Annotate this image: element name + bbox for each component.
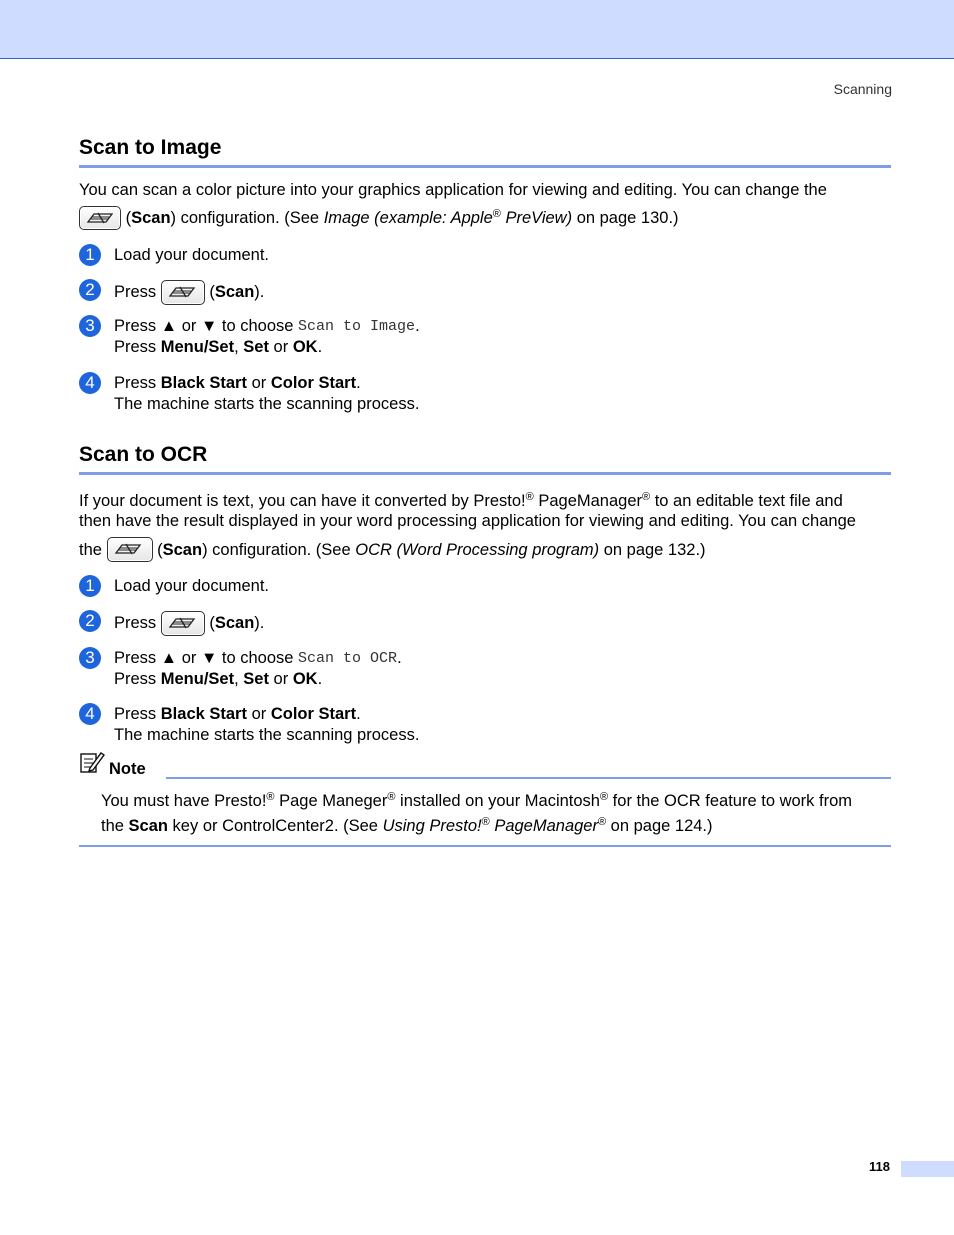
step-text: The machine starts the scanning process.	[114, 726, 420, 744]
up-arrow-icon: ▲	[160, 649, 178, 667]
note-rule	[166, 777, 891, 779]
running-head: Scanning	[833, 81, 892, 97]
step-1	[79, 576, 891, 598]
step-1	[79, 245, 891, 267]
note-label: Note	[109, 760, 146, 778]
scan-key-icon	[79, 206, 121, 230]
lcd-option: Scan to OCR	[298, 650, 398, 667]
page-number-tab	[901, 1161, 954, 1177]
scan-key-icon	[161, 611, 205, 636]
step-3: 3 Press ▲ or ▼ to choose Scan to OCR . Press Menu/Set , Set or OK .	[79, 648, 891, 690]
note-header	[79, 757, 891, 779]
step-number-badge: 4	[79, 703, 101, 725]
step-number-badge: 1	[79, 244, 101, 266]
step-number-badge: 1	[79, 575, 101, 597]
page-number: 118	[869, 1159, 890, 1174]
down-arrow-icon: ▼	[200, 649, 218, 667]
down-arrow-icon: ▼	[200, 317, 218, 335]
note-bottom-rule	[79, 845, 891, 847]
section-title-scan-to-ocr: Scan to OCR	[79, 443, 891, 475]
step-text: Load your document.	[114, 246, 270, 264]
scan-key-icon	[161, 280, 205, 305]
intro-line: You can scan a color picture into your graphics application for viewing and editing. You can change the	[79, 181, 827, 199]
top-header-band	[0, 0, 954, 59]
step-number-badge: 2	[79, 279, 101, 301]
step-2: 2 Press ( Scan ).	[79, 280, 891, 305]
step-text: The machine starts the scanning process.	[114, 395, 420, 413]
step-number-badge: 4	[79, 372, 101, 394]
step-number-badge: 3	[79, 315, 101, 337]
up-arrow-icon: ▲	[160, 317, 178, 335]
scan-key-icon	[107, 537, 153, 562]
note-body: You must have Presto!® Page Maneger® installed on your Macintosh® for the OCR feature to work from the Scan key or ControlCenter2. (See Using Presto!® PageManager® on page 124.)	[101, 791, 853, 835]
step-text: Load your document.	[114, 577, 270, 595]
step-number-badge: 3	[79, 647, 101, 669]
step-3: 3 Press ▲ or ▼ to choose Scan to Image . Press Menu/Set , Set or OK .	[79, 316, 891, 358]
intro-line-2: (Scan) configuration. (See Image (example: Apple® PreView) on page 130.)	[125, 208, 679, 227]
step-number-badge: 2	[79, 610, 101, 632]
step-2: 2 Press ( Scan ).	[79, 611, 891, 636]
note-pencil-icon	[79, 750, 105, 779]
section-title-scan-to-image: Scan to Image	[79, 136, 891, 168]
lcd-option: Scan to Image	[298, 318, 416, 335]
step-4: 4 Press Black Start or Color Start . The machine starts the scanning process.	[79, 373, 891, 415]
section2-intro: If your document is text, you can have it converted by Presto!® PageManager® to an editable text file and then have the result displayed in your word processing application for viewing and editing. You can change the (Scan) configuration. (See OCR (Word Processing program) on page 132.)	[79, 491, 891, 562]
intro-line: then have the result displayed in your word processing application for viewing and editing. You can change	[79, 512, 856, 530]
step-4: 4 Press Black Start or Color Start . The machine starts the scanning process.	[79, 704, 891, 746]
section1-intro	[79, 180, 891, 230]
